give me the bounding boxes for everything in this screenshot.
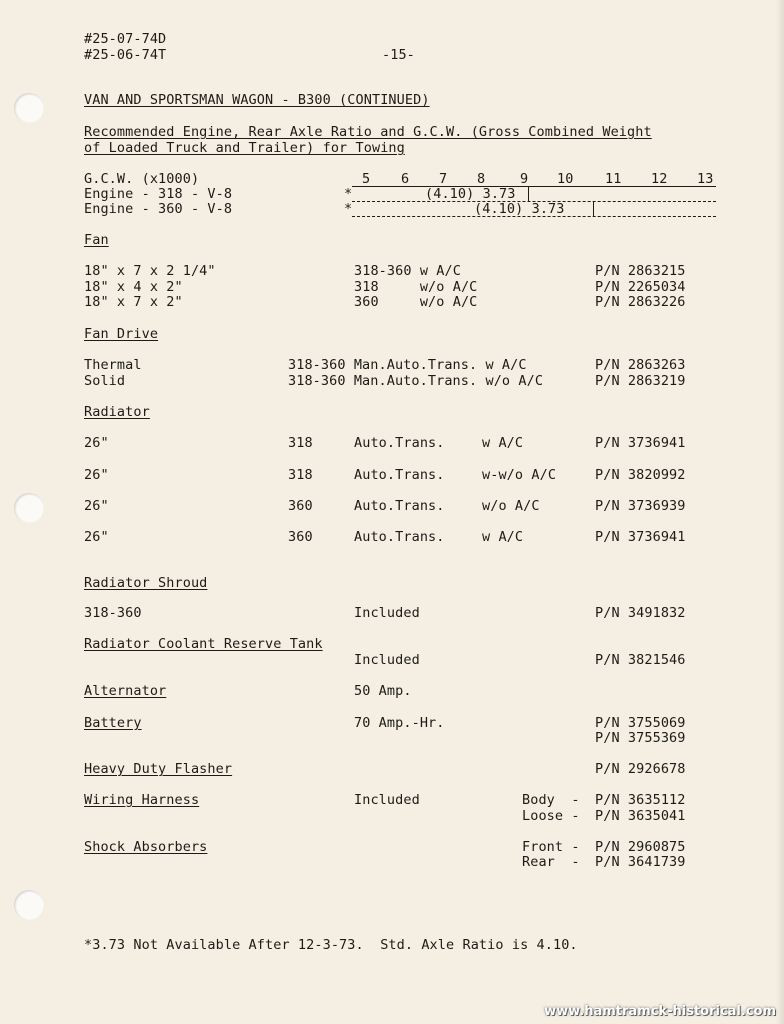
gcw-label: G.C.W. (x1000) bbox=[84, 171, 200, 187]
radiator-part-number: P/N 3736941 bbox=[595, 435, 686, 451]
radiator-shroud-heading: Radiator Shroud bbox=[84, 575, 208, 591]
shocks-part-number: P/N 3641739 bbox=[595, 854, 686, 870]
gcw-scale-tick: 11 bbox=[605, 171, 622, 187]
gcw-range-end-marker bbox=[593, 201, 594, 216]
fan-drive-part-number: P/N 2863219 bbox=[595, 373, 686, 389]
fan-heading: Fan bbox=[84, 232, 109, 248]
shocks-label: Rear - bbox=[522, 854, 580, 870]
gcw-scale-line bbox=[352, 186, 716, 187]
fan-size: 18" x 7 x 2" bbox=[84, 294, 183, 310]
radiator-ac: w-w/o A/C bbox=[482, 467, 557, 483]
gcw-engine-label: Engine - 318 - V-8 bbox=[84, 186, 233, 202]
fan-engine: 318 w/o A/C bbox=[354, 279, 478, 295]
radiator-part-number: P/N 3736939 bbox=[595, 498, 686, 514]
radiator-part-number: P/N 3736941 bbox=[595, 529, 686, 545]
radiator-ac: w A/C bbox=[482, 435, 524, 451]
gcw-scale-tick: 7 bbox=[439, 171, 448, 187]
radiator-trans: Auto.Trans. bbox=[354, 435, 445, 451]
punch-hole bbox=[14, 890, 44, 920]
wiring-note: Included bbox=[354, 792, 420, 808]
gcw-asterisk: * bbox=[344, 186, 353, 202]
towing-heading: of Loaded Truck and Trailer) for Towing bbox=[84, 140, 405, 156]
fan-drive-part-number: P/N 2863263 bbox=[595, 357, 686, 373]
section-title: VAN AND SPORTSMAN WAGON - B300 (CONTINUED) bbox=[84, 92, 430, 108]
punch-hole bbox=[14, 493, 44, 523]
gcw-scale-tick: 13 bbox=[697, 171, 714, 187]
radiator-engine: 360 bbox=[288, 498, 313, 514]
coolant-tank-note: Included bbox=[354, 652, 420, 668]
fan-drive-type: Solid bbox=[84, 373, 126, 389]
gcw-scale-tick: 6 bbox=[401, 171, 410, 187]
radiator-heading: Radiator bbox=[84, 404, 150, 420]
radiator-size: 26" bbox=[84, 467, 109, 483]
radiator-shroud-part-number: P/N 3491832 bbox=[595, 605, 686, 621]
gcw-range-end-marker bbox=[528, 186, 529, 201]
fan-size: 18" x 4 x 2" bbox=[84, 279, 183, 295]
alternator-heading: Alternator bbox=[84, 683, 167, 699]
radiator-trans: Auto.Trans. bbox=[354, 498, 445, 514]
fan-engine: 318-360 w A/C bbox=[354, 263, 461, 279]
fan-part-number: P/N 2265034 bbox=[595, 279, 686, 295]
gcw-asterisk: * bbox=[344, 201, 353, 217]
radiator-trans: Auto.Trans. bbox=[354, 529, 445, 545]
battery-part-number: P/N 3755069 bbox=[595, 715, 686, 731]
radiator-size: 26" bbox=[84, 498, 109, 514]
watermark: www.hamtramck-historical.com bbox=[544, 1004, 776, 1019]
fan-drive-heading: Fan Drive bbox=[84, 326, 159, 342]
towing-heading: Recommended Engine, Rear Axle Ratio and G.C.W. (Gross Combined Weight bbox=[84, 124, 652, 140]
fan-drive-desc: 318-360 Man.Auto.Trans. w A/C bbox=[288, 357, 527, 373]
flasher-heading: Heavy Duty Flasher bbox=[84, 761, 233, 777]
radiator-shroud-engine: 318-360 bbox=[84, 605, 142, 621]
gcw-axle-range: (4.10) 3.73 bbox=[425, 186, 516, 202]
punch-hole bbox=[14, 93, 44, 123]
radiator-part-number: P/N 3820992 bbox=[595, 467, 686, 483]
fan-size: 18" x 7 x 2 1/4" bbox=[84, 263, 216, 279]
gcw-row-line bbox=[352, 216, 716, 217]
fan-part-number: P/N 2863215 bbox=[595, 263, 686, 279]
coolant-tank-part-number: P/N 3821546 bbox=[595, 652, 686, 668]
battery-note: 70 Amp.-Hr. bbox=[354, 715, 445, 731]
wiring-part-number: P/N 3635112 bbox=[595, 792, 686, 808]
footnote: *3.73 Not Available After 12-3-73. Std. Axle Ratio is 4.10. bbox=[84, 937, 578, 953]
battery-part-number: P/N 3755369 bbox=[595, 730, 686, 746]
radiator-size: 26" bbox=[84, 529, 109, 545]
radiator-engine: 318 bbox=[288, 435, 313, 451]
doc-number: #25-07-74D bbox=[84, 31, 167, 47]
battery-heading: Battery bbox=[84, 715, 142, 731]
gcw-engine-label: Engine - 360 - V-8 bbox=[84, 201, 233, 217]
flasher-part-number: P/N 2926678 bbox=[595, 761, 686, 777]
doc-number: #25-06-74T bbox=[84, 47, 167, 63]
radiator-engine: 360 bbox=[288, 529, 313, 545]
radiator-ac: w/o A/C bbox=[482, 498, 540, 514]
gcw-axle-range: (4.10) 3.73 bbox=[474, 201, 565, 217]
gcw-scale-tick: 8 bbox=[477, 171, 486, 187]
wiring-part-number: P/N 3635041 bbox=[595, 808, 686, 824]
alternator-note: 50 Amp. bbox=[354, 683, 412, 699]
shocks-part-number: P/N 2960875 bbox=[595, 839, 686, 855]
radiator-trans: Auto.Trans. bbox=[354, 467, 445, 483]
wiring-label: Loose - bbox=[522, 808, 580, 824]
shocks-heading: Shock Absorbers bbox=[84, 839, 208, 855]
page-number: -15- bbox=[382, 47, 415, 63]
fan-engine: 360 w/o A/C bbox=[354, 294, 478, 310]
wiring-label: Body - bbox=[522, 792, 580, 808]
radiator-shroud-note: Included bbox=[354, 605, 420, 621]
gcw-scale-tick: 12 bbox=[651, 171, 668, 187]
fan-drive-desc: 318-360 Man.Auto.Trans. w/o A/C bbox=[288, 373, 544, 389]
shocks-label: Front - bbox=[522, 839, 580, 855]
radiator-ac: w A/C bbox=[482, 529, 524, 545]
radiator-size: 26" bbox=[84, 435, 109, 451]
fan-part-number: P/N 2863226 bbox=[595, 294, 686, 310]
gcw-scale-tick: 9 bbox=[520, 171, 529, 187]
gcw-scale-tick: 10 bbox=[557, 171, 574, 187]
wiring-heading: Wiring Harness bbox=[84, 792, 200, 808]
gcw-scale-tick: 5 bbox=[362, 171, 371, 187]
page-edge-shadow bbox=[776, 0, 784, 1024]
coolant-tank-heading: Radiator Coolant Reserve Tank bbox=[84, 636, 323, 652]
fan-drive-type: Thermal bbox=[84, 357, 142, 373]
radiator-engine: 318 bbox=[288, 467, 313, 483]
